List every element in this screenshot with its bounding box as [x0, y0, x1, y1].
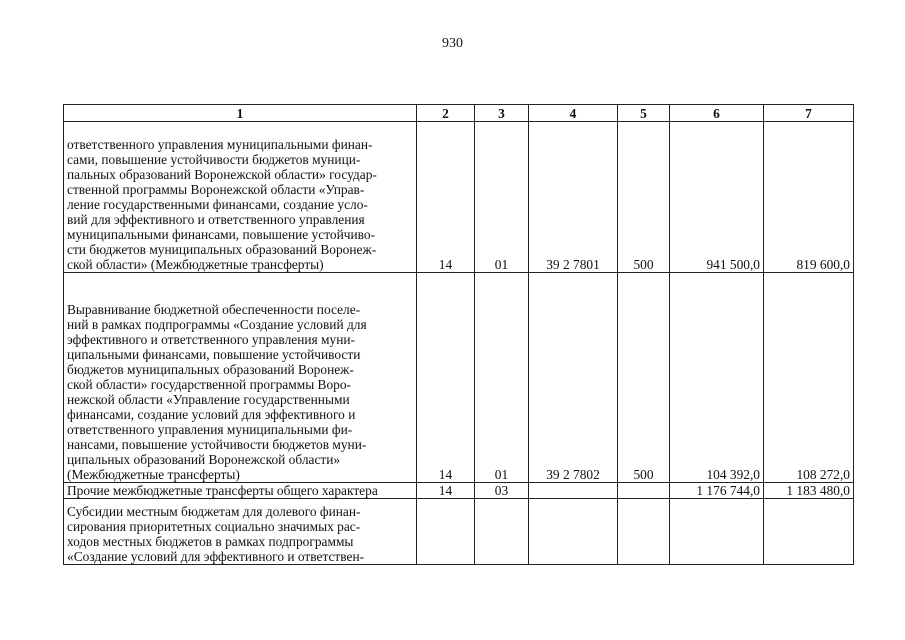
description-line: ходов местных бюджетов в рамках подпрограммы — [67, 534, 354, 549]
header-col-2: 2 — [417, 105, 475, 122]
subsection-code-cell — [475, 499, 529, 565]
section-code-cell: 14 — [417, 273, 475, 483]
description-line: ственной программы Воронежской области «Управ- — [67, 182, 365, 197]
description-line: бюджетов муниципальных образований Воронеж- — [67, 362, 354, 377]
header-col-7: 7 — [764, 105, 854, 122]
amount-col-7-cell: 819 600,0 — [764, 122, 854, 273]
page-number: 930 — [442, 36, 463, 51]
amount-col-7-cell — [764, 499, 854, 565]
amount-col-6-cell: 1 176 744,0 — [670, 483, 764, 499]
header-col-1: 1 — [64, 105, 417, 122]
table-row — [64, 499, 854, 565]
description-line: финансами, создание условий для эффективного и — [67, 407, 356, 422]
amount-col-6-cell: 941 500,0 — [670, 122, 764, 273]
description-line: нежской области «Управление государственными — [67, 392, 350, 407]
expense-type-cell — [618, 499, 670, 565]
description-line: вий для эффективного и ответственного управления — [67, 212, 365, 227]
description-line: ципальными финансами, повышение устойчивости — [67, 347, 361, 362]
header-col-4: 4 — [529, 105, 618, 122]
description-line: нансами, повышение устойчивости бюджетов муни- — [67, 437, 367, 452]
amount-col-7-cell: 1 183 480,0 — [764, 483, 854, 499]
subsection-code-cell: 03 — [475, 483, 529, 499]
description-line: ление государственными финансами, создание усло- — [67, 197, 368, 212]
description-line: ний в рамках подпрограммы «Создание условий для — [67, 317, 367, 332]
description-line: сирования приоритетных социально значимых рас- — [67, 519, 361, 534]
subsection-code-cell: 01 — [475, 122, 529, 273]
amount-col-6-cell — [670, 499, 764, 565]
header-col-5: 5 — [618, 105, 670, 122]
target-article-cell — [529, 483, 618, 499]
section-code-cell — [417, 499, 475, 565]
amount-col-7-cell: 108 272,0 — [764, 273, 854, 483]
target-article-cell: 39 2 7802 — [529, 273, 618, 483]
expense-type-cell: 500 — [618, 273, 670, 483]
header-col-3: 3 — [475, 105, 529, 122]
row-description — [64, 122, 417, 273]
description-line: (Межбюджетные трансферты) — [67, 467, 240, 482]
description-line: ципальных образований Воронежской области» — [67, 452, 341, 467]
description-line: ской области» государственной программы Воро- — [67, 377, 352, 392]
description-line: Субсидии местным бюджетам для долевого финан- — [67, 504, 361, 519]
table-header-row — [64, 105, 854, 122]
amount-col-6-cell: 104 392,0 — [670, 273, 764, 483]
section-code-cell: 14 — [417, 122, 475, 273]
description-line: Выравнивание бюджетной обеспеченности поселе- — [67, 302, 361, 317]
budget-table — [63, 104, 854, 565]
description-line: ответственного управления муниципальными финан- — [67, 137, 373, 152]
description-line: ответственного управления муниципальными фи- — [67, 422, 353, 437]
description-line: сами, повышение устойчивости бюджетов муници- — [67, 152, 361, 167]
description-line: Прочие межбюджетные трансферты общего характера — [67, 483, 378, 498]
description-line: ской области» (Межбюджетные трансферты) — [67, 257, 324, 272]
expense-type-cell: 500 — [618, 122, 670, 273]
target-article-cell — [529, 499, 618, 565]
row-description — [64, 499, 417, 565]
row-description — [64, 273, 417, 483]
description-line: пальных образований Воронежской области» государ- — [67, 167, 377, 182]
row-description — [64, 483, 417, 499]
description-line: муниципальными финансами, повышение устойчиво- — [67, 227, 376, 242]
header-col-6: 6 — [670, 105, 764, 122]
description-line: сти бюджетов муниципальных образований Воронеж- — [67, 242, 377, 257]
expense-type-cell — [618, 483, 670, 499]
description-line: эффективного и ответственного управления муни- — [67, 332, 355, 347]
target-article-cell: 39 2 7801 — [529, 122, 618, 273]
section-code-cell: 14 — [417, 483, 475, 499]
table-row — [64, 122, 854, 273]
description-line: «Создание условий для эффективного и ответствен- — [67, 549, 365, 564]
subsection-code-cell: 01 — [475, 273, 529, 483]
table-row — [64, 483, 854, 499]
table-row — [64, 273, 854, 483]
